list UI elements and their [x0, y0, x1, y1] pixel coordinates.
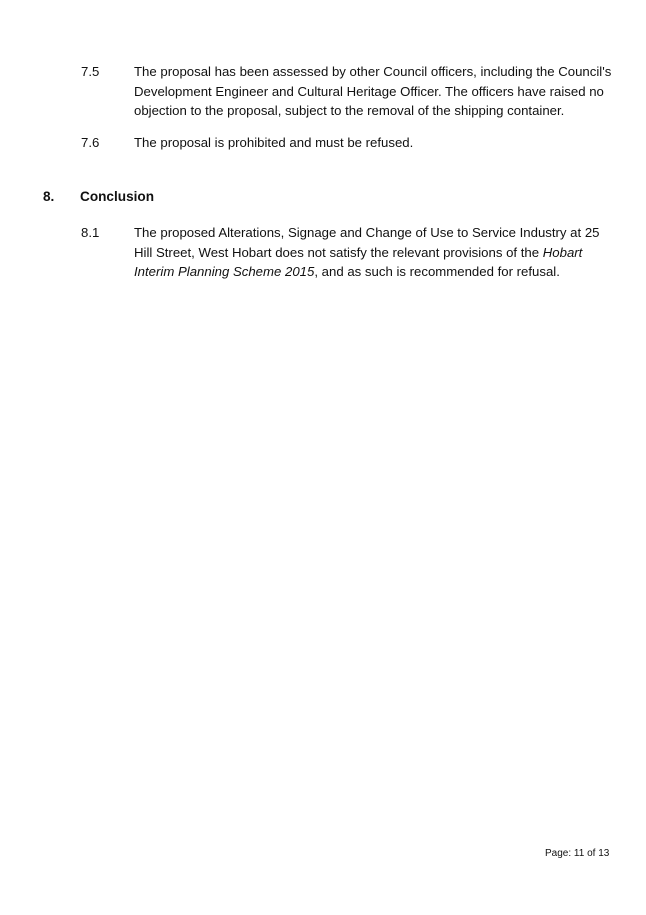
scheme-name-part-1: Hobart [542, 244, 583, 260]
paragraph-7-5-line-3: objection to the proposal, subject to the removal of the shipping container. [134, 103, 565, 118]
paragraph-number-7-5: 7.5 [81, 64, 100, 79]
paragraph-7-5-line-1: The proposal has been assessed by other Council officers, including the Council's [134, 64, 612, 79]
paragraph-7-5 [134, 62, 614, 121]
paragraph-7-5-line-2: Development Engineer and Cultural Heritage Officer. The officers have raised no [134, 83, 604, 99]
paragraph-8-1-line-2 [134, 243, 614, 263]
paragraph-7-6-text: The proposal is prohibited and must be refused. [134, 135, 414, 150]
paragraph-number-8-1: 8.1 [81, 225, 100, 240]
paragraph-8-1-line-2-text: Hill Street, West Hobart does not satisfy the relevant provisions of the [134, 244, 543, 260]
paragraph-7-6 [134, 133, 614, 153]
paragraph-number-7-6: 7.6 [81, 135, 100, 150]
paragraph-8-1-line-3-text: , and as such is recommended for refusal. [314, 264, 560, 279]
section-8-title: Conclusion [80, 189, 155, 204]
page-number: Page: 11 of 13 [545, 848, 610, 859]
paragraph-8-1-line-1: The proposed Alterations, Signage and Change of Use to Service Industry at 25 [134, 225, 600, 240]
paragraph-8-1-line-3 [134, 262, 614, 282]
paragraph-8-1 [134, 223, 614, 282]
section-8-number: 8. [43, 189, 55, 204]
scheme-name-part-2: Interim Planning Scheme 2015 [134, 264, 315, 279]
